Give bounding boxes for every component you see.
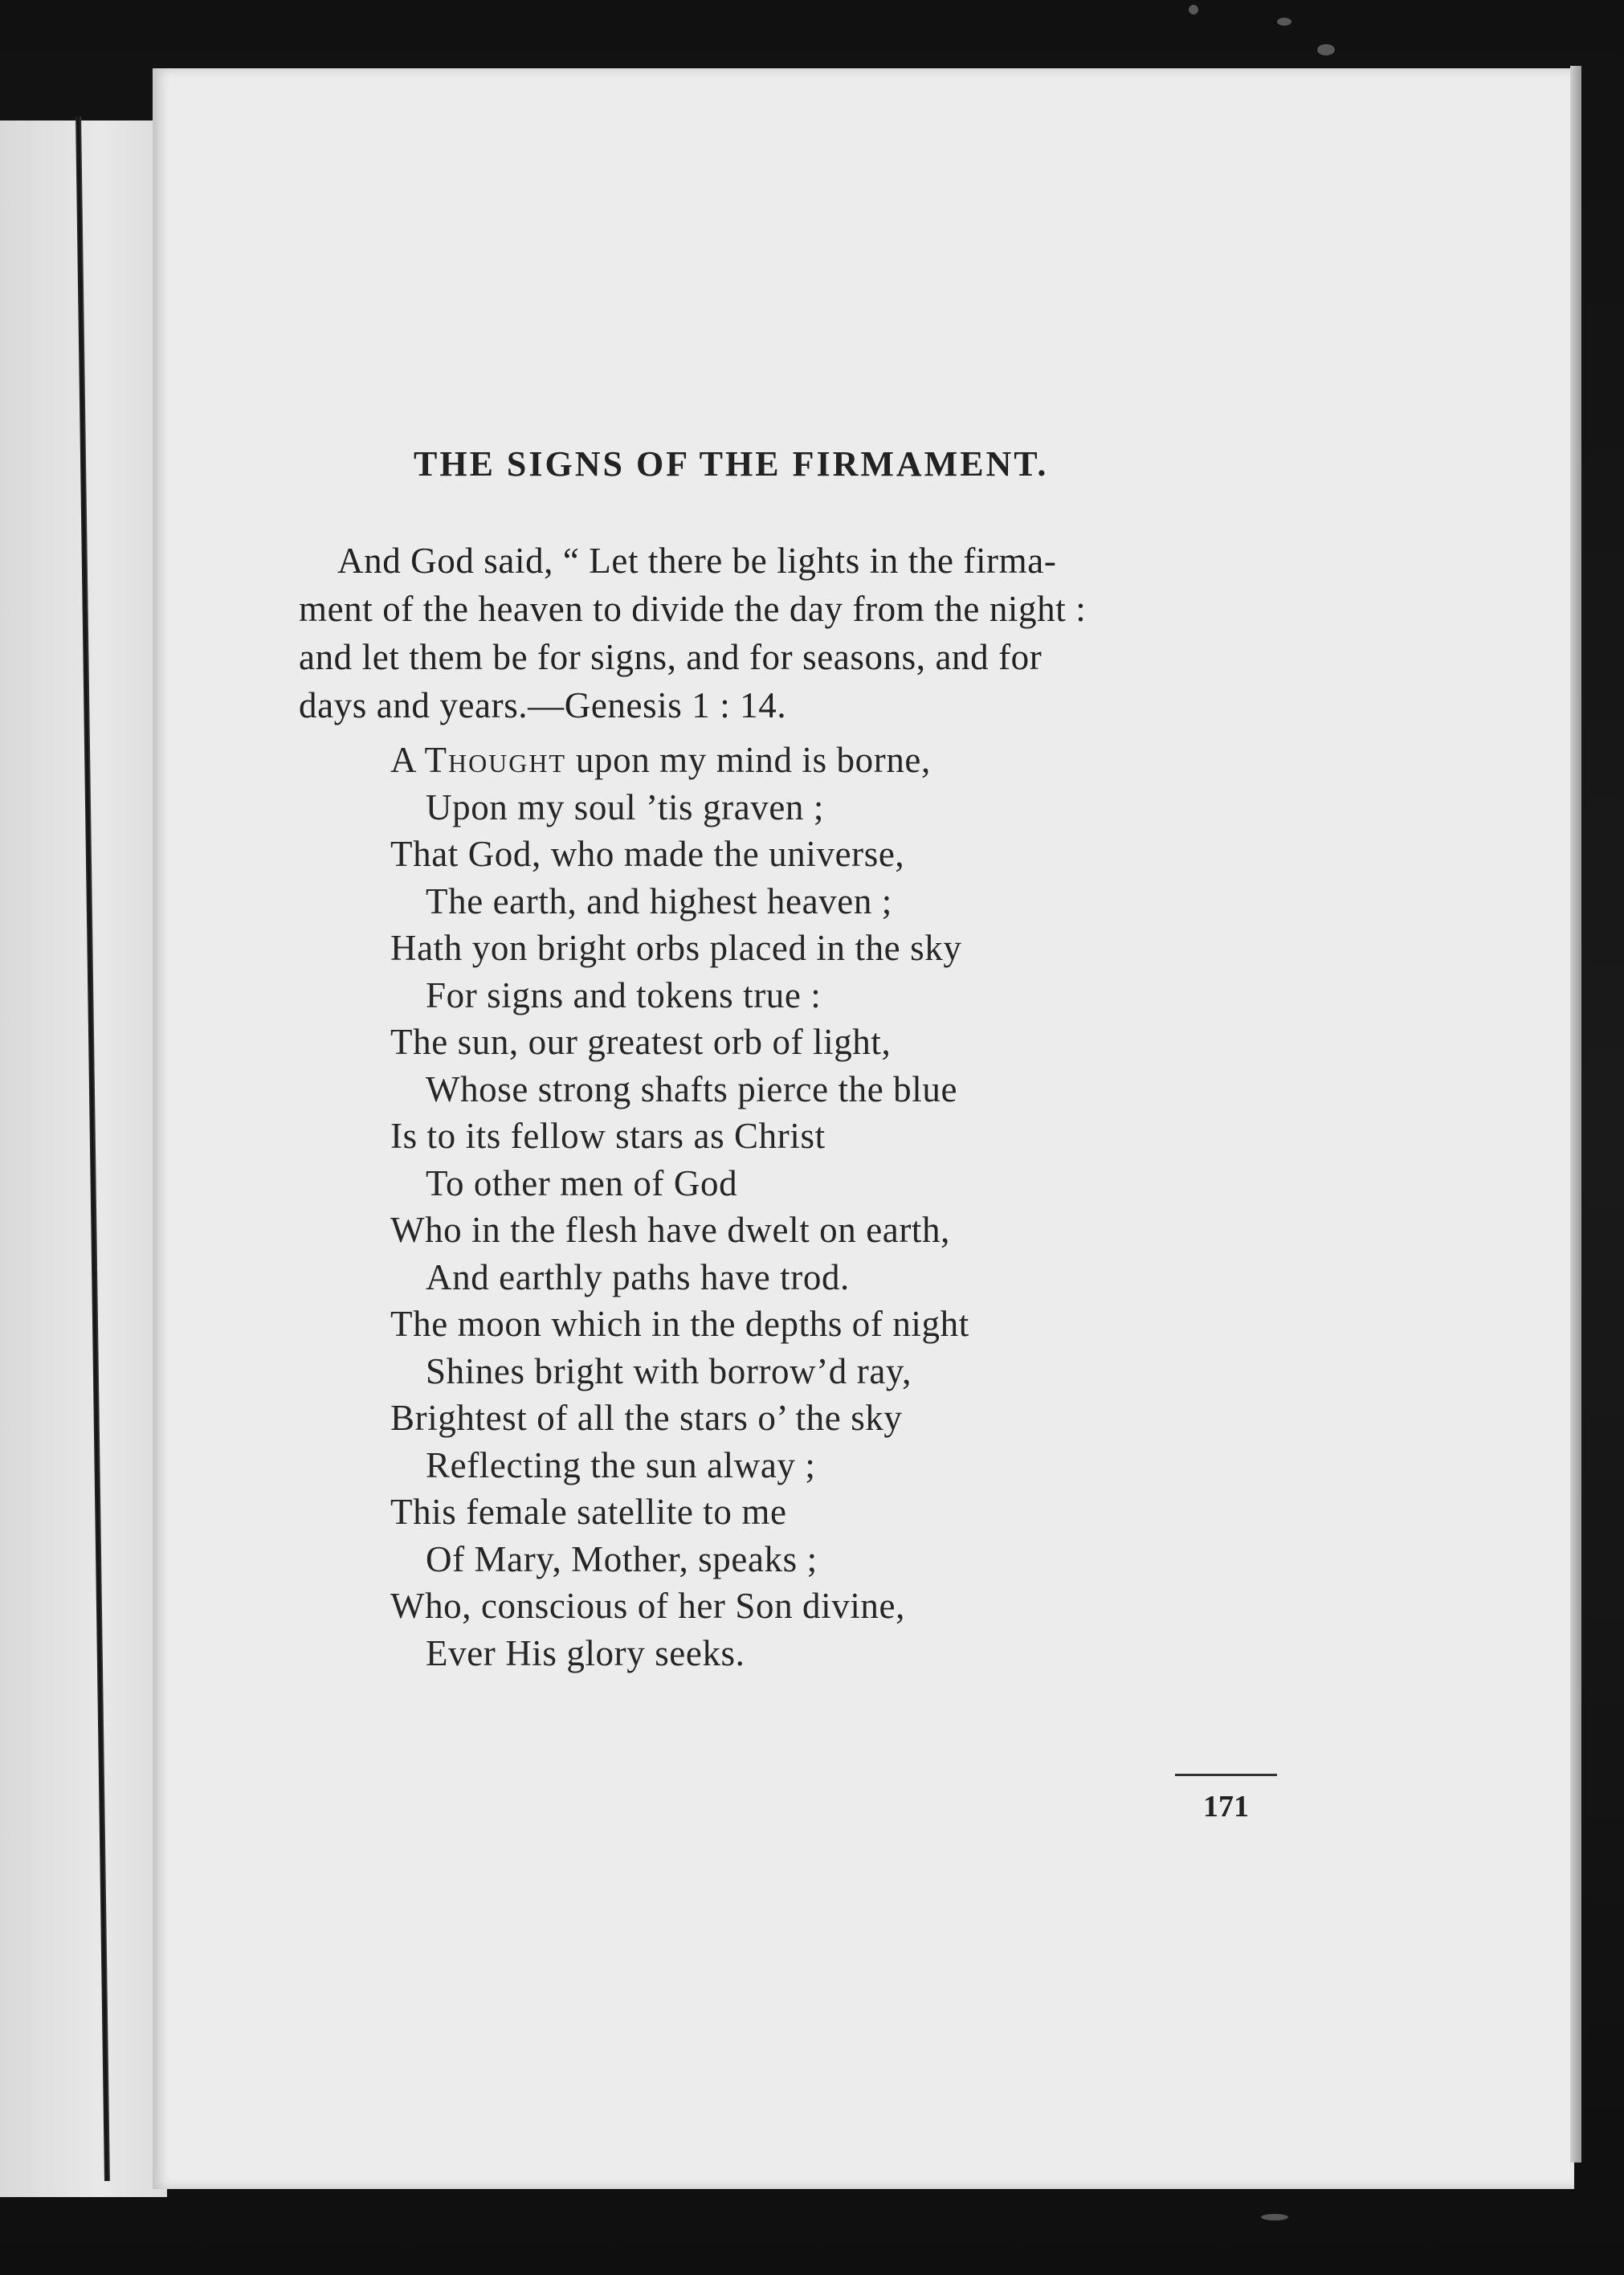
poem-line: The earth, and highest heaven ;: [426, 880, 892, 921]
poem-line: Who, conscious of her Son divine,: [390, 1586, 905, 1626]
poem-line: Upon my soul ’tis graven ;: [426, 786, 824, 827]
epigraph-line: ment of the heaven to divide the day from the night :: [299, 589, 1087, 629]
scan-speck: [1261, 2214, 1288, 2220]
poem-line: This female satellite to me: [390, 1492, 787, 1532]
poem-line: [390, 737, 1194, 784]
poem-opening-article: A: [390, 740, 425, 780]
epigraph-line: and let them be for signs, and for seasons, and for: [299, 637, 1043, 677]
page-number-rule: [1175, 1774, 1277, 1776]
epigraph-line: days and years.—Genesis 1 : 14.: [299, 685, 787, 725]
poem-line: Who in the flesh have dwelt on earth,: [390, 1210, 950, 1250]
page-edge: [1570, 66, 1581, 2163]
page-number: 171: [1203, 1790, 1249, 1824]
poem: [390, 737, 1194, 1677]
poem-line: Whose strong shafts pierce the blue: [426, 1068, 958, 1109]
epigraph-line: And God said, “ Let there be lights in the firma-: [337, 541, 1057, 581]
poem-line: The sun, our greatest orb of light,: [390, 1022, 892, 1062]
poem-line: The moon which in the depths of night: [390, 1304, 969, 1344]
poem-line: Reflecting the sun alway ;: [426, 1444, 816, 1485]
poem-line: Brightest of all the stars o’ the sky: [390, 1398, 903, 1438]
poem-opening-smallcaps: Thought: [424, 740, 567, 780]
poem-line: Hath yon bright orbs placed in the sky: [390, 928, 962, 968]
poem-opening-rest: upon my mind is borne,: [566, 740, 931, 780]
poem-line: That God, who made the universe,: [390, 834, 905, 874]
poem-line: Ever His glory seeks.: [426, 1632, 745, 1673]
poem-line: And earthly paths have trod.: [426, 1256, 850, 1297]
scan-speck: [1277, 18, 1291, 26]
epigraph: [299, 537, 1255, 729]
poem-line: For signs and tokens true :: [426, 974, 822, 1015]
scan-speck: [1189, 5, 1198, 14]
poem-line: Is to its fellow stars as Christ: [390, 1116, 826, 1156]
scan-speck: [1317, 44, 1335, 55]
poem-line: To other men of God: [426, 1162, 738, 1203]
page-title: THE SIGNS OF THE FIRMAMENT.: [414, 444, 1049, 484]
poem-line: Shines bright with borrow’d ray,: [426, 1350, 912, 1391]
poem-line: Of Mary, Mother, speaks ;: [426, 1538, 818, 1579]
